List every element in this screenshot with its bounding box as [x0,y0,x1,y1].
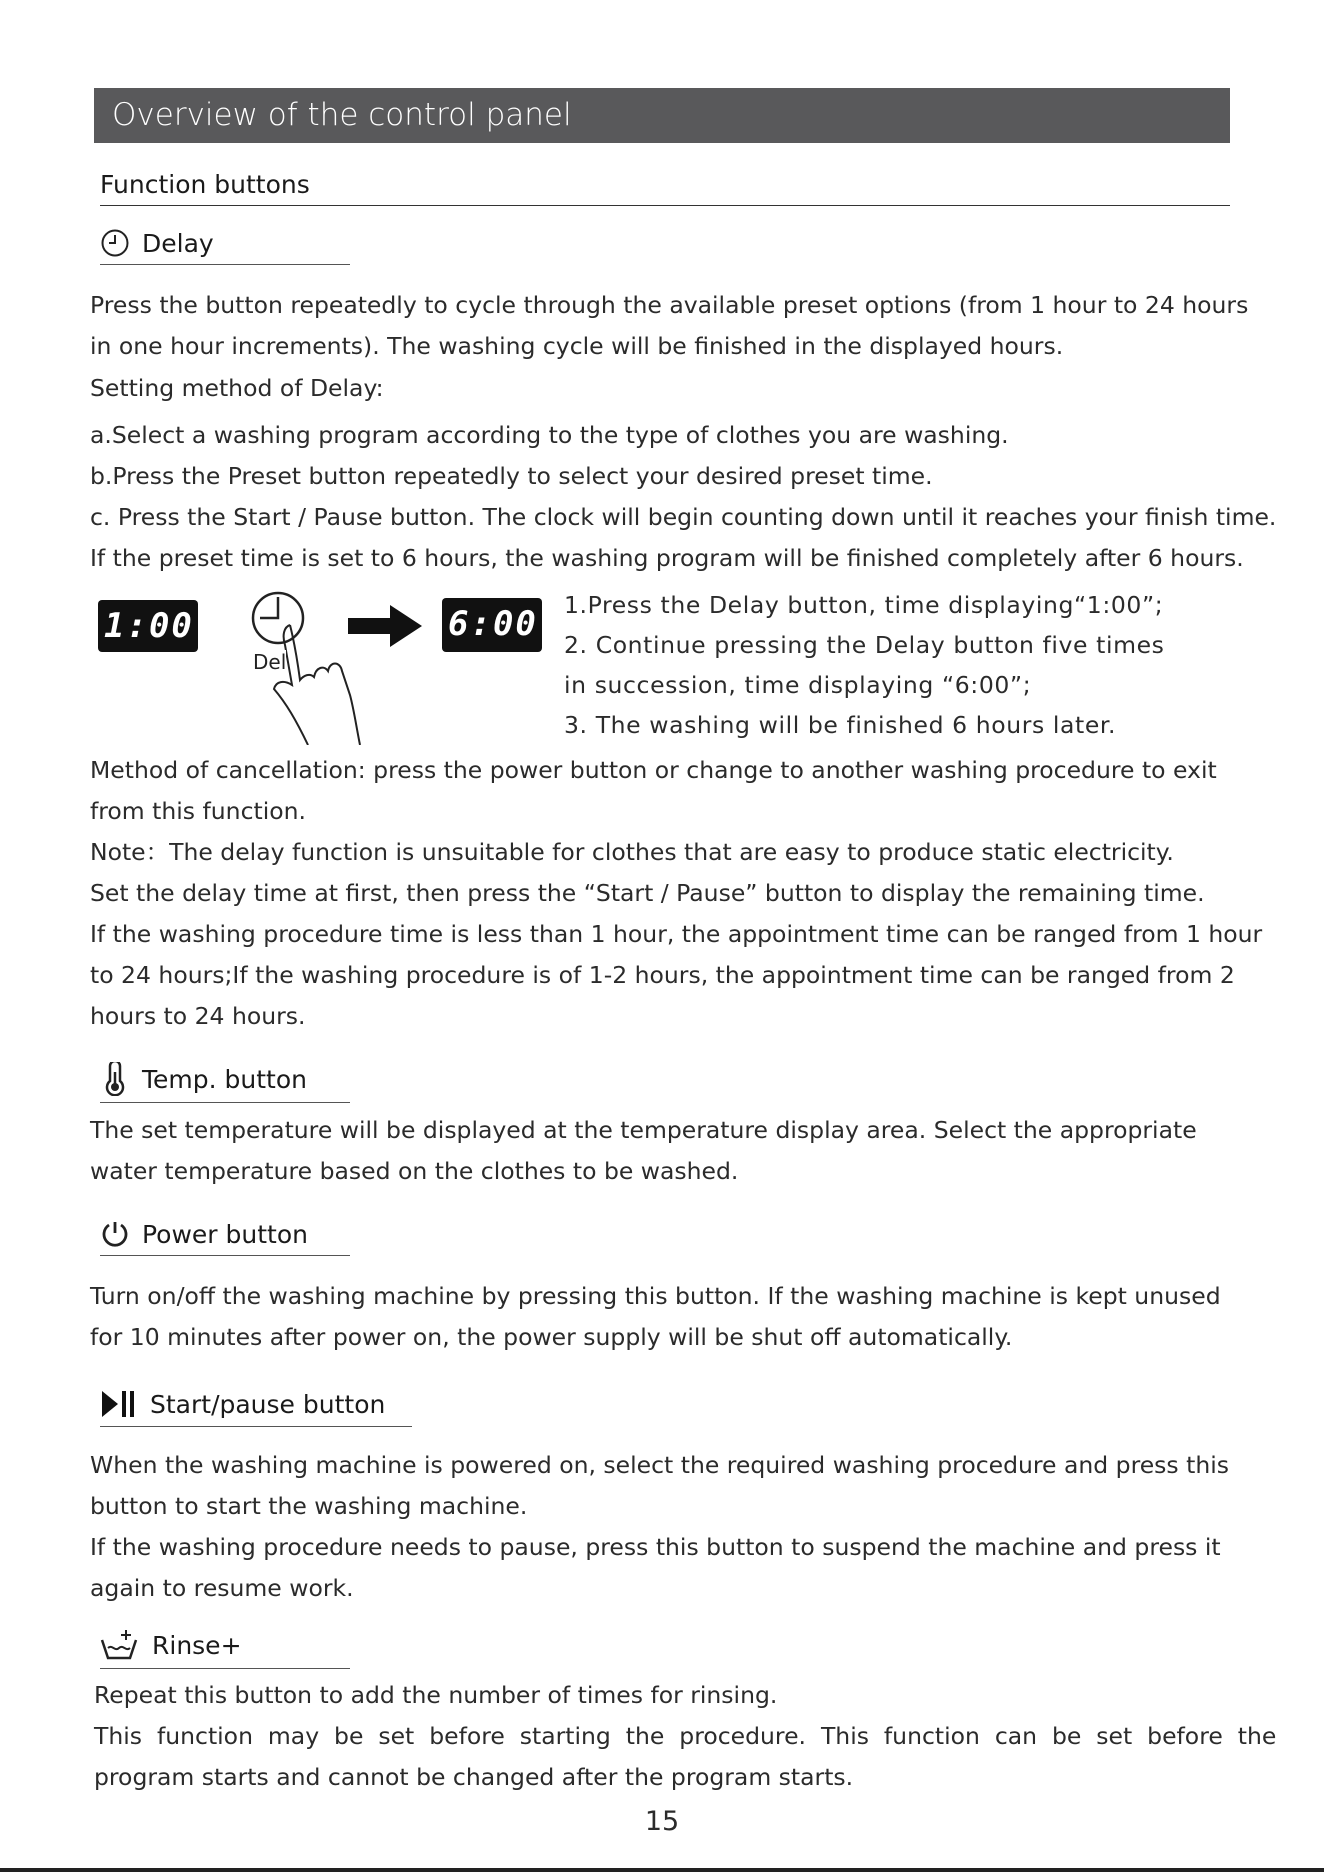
rinse-text: This function may be set before starting the procedure. This function can be set before the [94,1722,1277,1750]
delay-heading-label: Delay [142,228,214,258]
rinse-text: program starts and cannot be changed after the program starts. [94,1763,854,1791]
arrow-right-icon [348,605,422,647]
clock-icon [100,228,130,258]
delay-note: Note：The delay function is unsuitable for clothes that are easy to produce static electricity. [90,838,1174,866]
delay-text: in one hour increments). The washing cycle will be finished in the displayed hours. [90,332,1064,360]
page-number: 15 [644,1806,680,1837]
delay-step-b: b.Press the Preset button repeatedly to select your desired preset time. [90,462,933,490]
power-text: Turn on/off the washing machine by pressing this button. If the washing machine is kept unused [90,1282,1221,1310]
rinse-heading [100,1628,350,1669]
delay-set-line: Set the delay time at first, then press the “Start / Pause” button to display the remaining time. [90,879,1205,907]
startpause-heading [100,1388,412,1427]
delay-step-a: a.Select a washing program according to the type of clothes you are washing. [90,421,1009,449]
startpause-text: If the washing procedure needs to pause, press this button to suspend the machine and press it [90,1533,1221,1561]
delay-step-1: 1.Press the Delay button, time displaying“1:00”; [564,591,1164,619]
delay-range: to 24 hours;If the washing procedure is of 1-2 hours, the appointment time can be ranged from 2 [90,961,1235,989]
delay-step-c: c. Press the Start / Pause button. The clock will begin counting down until it reaches your finish time. [90,503,1277,531]
thermometer-icon [100,1062,130,1096]
page-title-banner: Overview of the control panel [94,88,1230,143]
temp-heading [100,1062,350,1103]
power-heading-label: Power button [142,1219,308,1249]
delay-example: If the preset time is set to 6 hours, the washing program will be finished completely after 6 hours. [90,544,1244,572]
startpause-text: button to start the washing machine. [90,1492,528,1520]
temp-heading-label: Temp. button [142,1064,307,1094]
delay-step-3: 3. The washing will be finished 6 hours later. [564,711,1117,739]
delay-step-2: 2. Continue pressing the Delay button five times [564,631,1165,659]
delay-setting-method: Setting method of Delay: [90,374,384,402]
power-icon [100,1219,130,1249]
display-before-value: 1:00 [104,606,194,646]
delay-heading [100,228,350,265]
delay-cancel: from this function. [90,797,306,825]
delay-range: If the washing procedure time is less than 1 hour, the appointment time can be ranged from 1 hour [90,920,1263,948]
power-text: for 10 minutes after power on, the power supply will be shut off automatically. [90,1323,1013,1351]
play-pause-icon [100,1388,138,1420]
rinse-text: Repeat this button to add the number of times for rinsing. [94,1681,778,1709]
power-heading [100,1219,350,1256]
startpause-text: again to resume work. [90,1574,354,1602]
rinse-plus-icon [100,1628,140,1662]
bottom-rule [0,1868,1324,1872]
startpause-heading-label: Start/pause button [150,1389,386,1419]
display-before [98,600,198,652]
delay-steps [564,585,1244,745]
delay-step-2b: in succession, time displaying “6:00”; [564,671,1032,699]
delay-cancel: Method of cancellation: press the power button or change to another washing procedure to exit [90,756,1217,784]
display-after-value: 6:00 [448,604,538,644]
rinse-heading-label: Rinse+ [152,1630,242,1660]
delay-text: Press the button repeatedly to cycle through the available preset options (from 1 hour to 24 hours [90,291,1249,319]
temp-text: The set temperature will be displayed at the temperature display area. Select the appropriate [90,1116,1197,1144]
hand-label: Del [253,650,287,674]
delay-range: hours to 24 hours. [90,1002,306,1030]
display-after [442,598,542,652]
temp-text: water temperature based on the clothes to be washed. [90,1157,739,1185]
function-buttons-heading: Function buttons [100,170,1230,206]
startpause-text: When the washing machine is powered on, select the required washing procedure and press this [90,1451,1230,1479]
